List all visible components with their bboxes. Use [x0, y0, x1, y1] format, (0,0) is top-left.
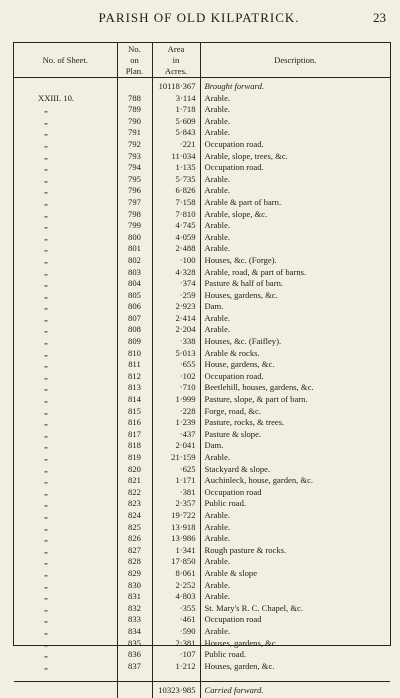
plan-number-cell: 826	[117, 533, 152, 545]
area-cell: 1·239	[152, 417, 200, 429]
table-row	[14, 209, 390, 221]
description-cell: Dam.	[200, 440, 390, 452]
sheet-cell: „	[44, 382, 48, 393]
plan-number-cell: 832	[117, 603, 152, 615]
table-row	[14, 267, 390, 279]
table-row	[14, 394, 390, 406]
table-row	[14, 232, 390, 244]
plan-number-cell: 820	[117, 464, 152, 476]
description-cell: Arable.	[200, 313, 390, 325]
sheet-cell: „	[44, 428, 48, 439]
table-header-row	[14, 43, 390, 78]
plan-number-cell: 808	[117, 324, 152, 336]
table-row	[14, 174, 390, 186]
table-row	[14, 301, 390, 313]
sheet-cell: „	[44, 208, 48, 219]
table-row	[14, 93, 390, 105]
table-row	[14, 139, 390, 151]
sheet-cell: „	[44, 614, 48, 625]
table-row	[14, 197, 390, 209]
area-cell: 2·488	[152, 243, 200, 255]
sheet-cell: „	[44, 625, 48, 636]
plan-number-cell: 816	[117, 417, 152, 429]
plan-number-cell: 835	[117, 638, 152, 650]
area-cell: 3·114	[152, 93, 200, 105]
area-cell: 2·923	[152, 301, 200, 313]
area-cell: 11·034	[152, 151, 200, 163]
page-header	[12, 10, 386, 30]
plan-number-cell: 801	[117, 243, 152, 255]
carried-forward-label: Carried forward.	[200, 682, 390, 698]
description-cell: Houses, garden, &c.	[200, 661, 390, 673]
table-row	[14, 255, 390, 267]
sheet-cell: „	[44, 544, 48, 555]
plan-number-cell: 807	[117, 313, 152, 325]
brought-forward-label: Brought forward.	[200, 78, 390, 93]
table-row	[14, 429, 390, 441]
table-row	[14, 116, 390, 128]
sheet-cell: „	[44, 266, 48, 277]
sheet-cell: „	[44, 347, 48, 358]
sheet-cell: „	[44, 370, 48, 381]
description-cell: Occupation road.	[200, 139, 390, 151]
table-row	[14, 533, 390, 545]
header-plan: No. on Plan.	[117, 43, 152, 78]
brought-forward-row	[14, 78, 390, 93]
sheet-cell: „	[44, 556, 48, 567]
sheet-cell: „	[44, 486, 48, 497]
description-cell: Arable.	[200, 127, 390, 139]
description-cell: Forge, road, &c.	[200, 406, 390, 418]
sheet-cell: „	[44, 417, 48, 428]
area-cell: 5·013	[152, 348, 200, 360]
table-row	[14, 440, 390, 452]
table-row	[14, 661, 390, 673]
area-cell: ·374	[152, 278, 200, 290]
plan-number-cell: 831	[117, 591, 152, 603]
area-cell: 1·171	[152, 475, 200, 487]
description-cell: Houses, gardens, &c.	[200, 290, 390, 302]
description-cell: Occupation road	[200, 487, 390, 499]
plan-number-cell: 823	[117, 498, 152, 510]
description-cell: Arable.	[200, 104, 390, 116]
area-cell: 4·328	[152, 267, 200, 279]
plan-number-cell: 828	[117, 556, 152, 568]
sheet-cell: „	[44, 162, 48, 173]
description-cell: Arable.	[200, 243, 390, 255]
table-row	[14, 151, 390, 163]
description-cell: Auchinleck, house, garden, &c.	[200, 475, 390, 487]
table-row	[14, 313, 390, 325]
area-cell: 7·158	[152, 197, 200, 209]
table-row	[14, 464, 390, 476]
table-row	[14, 348, 390, 360]
area-cell: 4·059	[152, 232, 200, 244]
plan-number-cell: 789	[117, 104, 152, 116]
table-row	[14, 510, 390, 522]
description-cell: Beetlehill, houses, gardens, &c.	[200, 382, 390, 394]
table-row	[14, 614, 390, 626]
area-cell: ·355	[152, 603, 200, 615]
plan-number-cell: 827	[117, 545, 152, 557]
description-cell: Houses, &c. (Faifley).	[200, 336, 390, 348]
header-sheet: No. of Sheet.	[14, 43, 117, 78]
description-cell: Houses, &c. (Forge).	[200, 255, 390, 267]
table-row	[14, 475, 390, 487]
description-cell: Arable & part of barn.	[200, 197, 390, 209]
description-cell: Arable.	[200, 185, 390, 197]
table-row	[14, 626, 390, 638]
sheet-cell: „	[44, 602, 48, 613]
description-cell: Stackyard & slope.	[200, 464, 390, 476]
plan-number-cell: 800	[117, 232, 152, 244]
plan-number-cell: 810	[117, 348, 152, 360]
page-number: 23	[373, 10, 386, 25]
description-cell: Arable.	[200, 556, 390, 568]
sheet-cell: „	[44, 567, 48, 578]
plan-number-cell: 815	[117, 406, 152, 418]
area-cell: 1·341	[152, 545, 200, 557]
plan-number-cell: 824	[117, 510, 152, 522]
table-row	[14, 452, 390, 464]
table-row	[14, 371, 390, 383]
description-cell: Pasture & half of barn.	[200, 278, 390, 290]
plan-number-cell: 830	[117, 580, 152, 592]
table-row	[14, 243, 390, 255]
plan-number-cell: 802	[117, 255, 152, 267]
sheet-cell: „	[44, 289, 48, 300]
sheet-cell: „	[44, 115, 48, 126]
table-row	[14, 382, 390, 394]
description-cell: Pasture & slope.	[200, 429, 390, 441]
description-cell: Occupation road	[200, 614, 390, 626]
table-row	[14, 487, 390, 499]
plan-number-cell: 818	[117, 440, 152, 452]
area-cell: ·625	[152, 464, 200, 476]
description-cell: Arable.	[200, 232, 390, 244]
description-cell: Arable, slope, &c.	[200, 209, 390, 221]
area-cell: 2·041	[152, 440, 200, 452]
acreage-table	[13, 42, 391, 696]
plan-number-cell: 814	[117, 394, 152, 406]
area-cell: 8·061	[152, 568, 200, 580]
table-row	[14, 568, 390, 580]
table-row	[14, 649, 390, 661]
description-cell: Pasture, rocks, & trees.	[200, 417, 390, 429]
table-row	[14, 406, 390, 418]
area-cell: 2·381	[152, 638, 200, 650]
table-row	[14, 417, 390, 429]
plan-number-cell: 836	[117, 649, 152, 661]
header-description: Description.	[200, 43, 390, 78]
area-cell: ·461	[152, 614, 200, 626]
plan-number-cell: 797	[117, 197, 152, 209]
area-cell: 13·918	[152, 522, 200, 534]
sheet-cell: „	[44, 301, 48, 312]
sheet-cell: „	[44, 649, 48, 660]
plan-number-cell: 796	[117, 185, 152, 197]
sheet-cell: „	[44, 660, 48, 671]
sheet-cell: „	[44, 533, 48, 544]
description-cell: St. Mary's R. C. Chapel, &c.	[200, 603, 390, 615]
description-cell: Houses, gardens, &c	[200, 638, 390, 650]
area-cell: 4·803	[152, 591, 200, 603]
area-cell: 21·159	[152, 452, 200, 464]
plan-number-cell: 821	[117, 475, 152, 487]
plan-number-cell: 825	[117, 522, 152, 534]
area-cell: ·259	[152, 290, 200, 302]
sheet-cell: „	[44, 231, 48, 242]
sheet-cell: „	[44, 637, 48, 648]
plan-number-cell: 804	[117, 278, 152, 290]
description-cell: Arable.	[200, 93, 390, 105]
table-row	[14, 638, 390, 650]
brought-forward-area: 10118·367	[152, 78, 200, 93]
area-cell: 5·735	[152, 174, 200, 186]
area-cell: ·655	[152, 359, 200, 371]
sheet-cell: „	[44, 521, 48, 532]
plan-number-cell: 798	[117, 209, 152, 221]
table-row	[14, 522, 390, 534]
sheet-cell: „	[44, 278, 48, 289]
plan-number-cell: 817	[117, 429, 152, 441]
area-cell: ·710	[152, 382, 200, 394]
table-row	[14, 580, 390, 592]
page-title: PARISH OF OLD KILPATRICK.	[98, 10, 300, 25]
plan-number-cell: 794	[117, 162, 152, 174]
header-area: Area in Acres.	[152, 43, 200, 78]
sheet-cell: „	[44, 591, 48, 602]
description-cell: Arable.	[200, 626, 390, 638]
sheet-cell: „	[44, 579, 48, 590]
carried-forward-row	[14, 682, 390, 698]
description-cell: Arable.	[200, 510, 390, 522]
sheet-cell: „	[44, 463, 48, 474]
table-row	[14, 603, 390, 615]
description-cell: Arable.	[200, 452, 390, 464]
sheet-cell: „	[44, 440, 48, 451]
area-cell: 2·414	[152, 313, 200, 325]
sheet-cell: „	[44, 173, 48, 184]
plan-number-cell: 788	[117, 93, 152, 105]
plan-number-cell: 822	[117, 487, 152, 499]
area-cell: 1·999	[152, 394, 200, 406]
area-cell: 5·843	[152, 127, 200, 139]
table-row	[14, 498, 390, 510]
area-cell: 13·986	[152, 533, 200, 545]
description-cell: Public road.	[200, 498, 390, 510]
description-cell: Occupation road.	[200, 371, 390, 383]
description-cell: Arable.	[200, 591, 390, 603]
plan-number-cell: 793	[117, 151, 152, 163]
plan-number-cell: 805	[117, 290, 152, 302]
plan-number-cell: 799	[117, 220, 152, 232]
description-cell: Arable.	[200, 220, 390, 232]
sheet-cell: „	[44, 150, 48, 161]
plan-number-cell: 812	[117, 371, 152, 383]
sheet-cell: „	[44, 220, 48, 231]
table-row	[14, 591, 390, 603]
area-cell: 5·609	[152, 116, 200, 128]
description-cell: Pasture, slope, & part of barn.	[200, 394, 390, 406]
description-cell: Arable, road, & part of barns.	[200, 267, 390, 279]
area-cell: 6·826	[152, 185, 200, 197]
plan-number-cell: 813	[117, 382, 152, 394]
description-cell: Arable & slope	[200, 568, 390, 580]
plan-number-cell: 795	[117, 174, 152, 186]
description-cell: Rough pasture & rocks.	[200, 545, 390, 557]
area-cell: ·221	[152, 139, 200, 151]
plan-number-cell: 837	[117, 661, 152, 673]
table-row	[14, 290, 390, 302]
table-row	[14, 162, 390, 174]
description-cell: Arable & rocks.	[200, 348, 390, 360]
table-row	[14, 336, 390, 348]
description-cell: Arable.	[200, 522, 390, 534]
sheet-cell: „	[44, 185, 48, 196]
description-cell: Dam.	[200, 301, 390, 313]
sheet-cell: XXIII. 10.	[38, 92, 75, 103]
table-row	[14, 220, 390, 232]
plan-number-cell: 792	[117, 139, 152, 151]
sheet-cell: „	[44, 498, 48, 509]
table-row	[14, 127, 390, 139]
sheet-cell: „	[44, 138, 48, 149]
area-cell: 1·718	[152, 104, 200, 116]
plan-number-cell: 819	[117, 452, 152, 464]
sheet-cell: „	[44, 405, 48, 416]
sheet-cell: „	[44, 509, 48, 520]
area-cell: 2·204	[152, 324, 200, 336]
area-cell: ·381	[152, 487, 200, 499]
sheet-cell: „	[44, 127, 48, 138]
plan-number-cell: 833	[117, 614, 152, 626]
area-cell: 17·850	[152, 556, 200, 568]
area-cell: 1·212	[152, 661, 200, 673]
plan-number-cell: 791	[117, 127, 152, 139]
description-cell: Arable, slope, trees, &c.	[200, 151, 390, 163]
description-cell: Public road.	[200, 649, 390, 661]
sheet-cell: „	[44, 196, 48, 207]
description-cell: Arable.	[200, 533, 390, 545]
table-row	[14, 185, 390, 197]
area-cell: 2·252	[152, 580, 200, 592]
carried-forward-area: 10323·985	[152, 682, 200, 698]
sheet-cell: „	[44, 254, 48, 265]
sheet-cell: „	[44, 312, 48, 323]
sheet-cell: „	[44, 394, 48, 405]
description-cell: Arable.	[200, 116, 390, 128]
description-cell: Occupation road.	[200, 162, 390, 174]
area-cell: 2·357	[152, 498, 200, 510]
area-cell: 7·810	[152, 209, 200, 221]
table-row	[14, 545, 390, 557]
description-cell: Arable.	[200, 324, 390, 336]
area-cell: ·590	[152, 626, 200, 638]
area-cell: ·228	[152, 406, 200, 418]
description-cell: House, gardens, &c.	[200, 359, 390, 371]
sheet-cell: „	[44, 475, 48, 486]
plan-number-cell: 790	[117, 116, 152, 128]
description-cell: Arable.	[200, 174, 390, 186]
sheet-cell: „	[44, 359, 48, 370]
plan-number-cell: 806	[117, 301, 152, 313]
area-cell: ·437	[152, 429, 200, 441]
plan-number-cell: 834	[117, 626, 152, 638]
table-row	[14, 556, 390, 568]
table-row	[14, 359, 390, 371]
plan-number-cell: 809	[117, 336, 152, 348]
sheet-cell: „	[44, 452, 48, 462]
area-cell: ·107	[152, 649, 200, 661]
area-cell: 4·745	[152, 220, 200, 232]
plan-number-cell: 829	[117, 568, 152, 580]
sheet-cell: „	[44, 243, 48, 254]
area-cell: ·102	[152, 371, 200, 383]
sheet-cell: „	[44, 104, 48, 115]
area-cell: 1·135	[152, 162, 200, 174]
area-cell: ·338	[152, 336, 200, 348]
table-row	[14, 324, 390, 336]
sheet-cell: „	[44, 324, 48, 335]
table-row	[14, 104, 390, 116]
description-cell: Arable.	[200, 580, 390, 592]
area-cell: 19·722	[152, 510, 200, 522]
table-row	[14, 278, 390, 290]
sheet-cell: „	[44, 336, 48, 347]
plan-number-cell: 803	[117, 267, 152, 279]
spacer-row	[14, 672, 390, 682]
area-cell: ·100	[152, 255, 200, 267]
plan-number-cell: 811	[117, 359, 152, 371]
